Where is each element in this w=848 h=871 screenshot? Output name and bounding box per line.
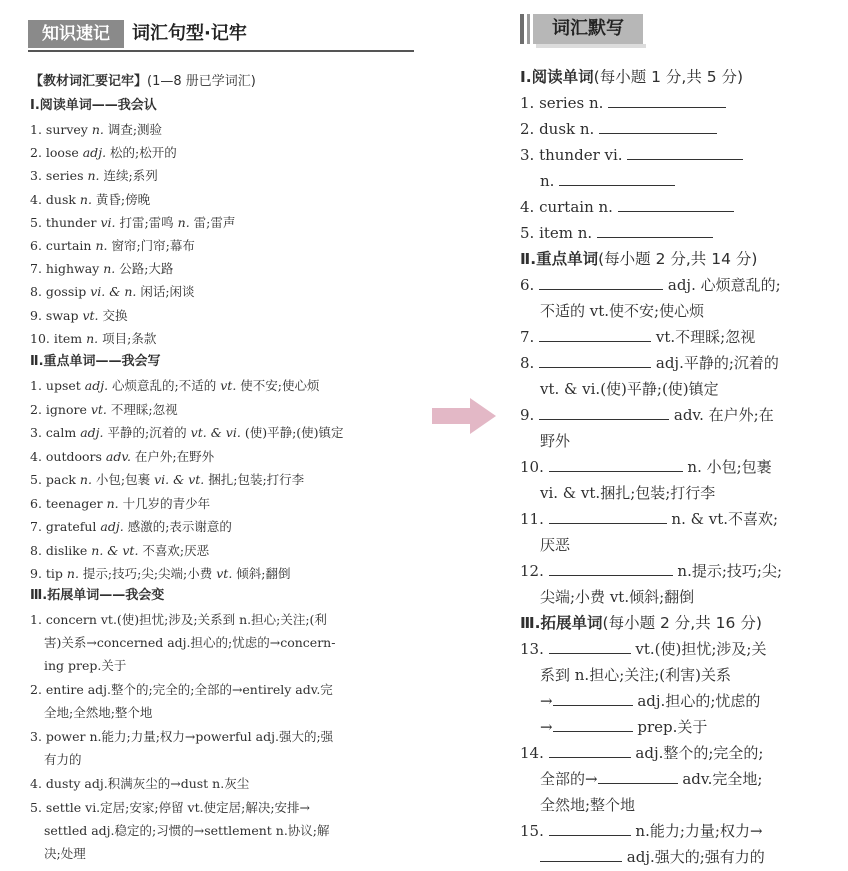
fill-item-cont: → prep.关于 [540, 718, 708, 736]
right-title: 词汇默写 [533, 14, 643, 44]
fill-item: 6. adj. 心烦意乱的; [520, 276, 781, 294]
answer-blank[interactable] [559, 171, 675, 186]
vocab-item: 9. swap vt. 交换 [30, 307, 128, 323]
left-sec3-line: 1. concern vt.(使)担忧;涉及;关系到 n.担心;关注;(利 [30, 612, 327, 627]
answer-blank[interactable] [549, 457, 683, 472]
left-sec3-line: 全地;全然地;整个地 [44, 705, 153, 720]
fill-item: 9. adv. 在户外;在 [520, 406, 774, 424]
fill-item-cont: 厌恶 [540, 536, 571, 554]
header-bar-icon [527, 14, 530, 44]
left-sec3-line: 3. power n.能力;力量;权力→powerful adj.强大的;强 [30, 729, 334, 744]
title-rule [28, 50, 414, 52]
fill-item: 11. n. & vt.不喜欢; [520, 510, 779, 528]
vocab-item: 3. calm adj. 平静的;沉着的 vt. & vi. (使)平静;(使)镇定 [30, 425, 344, 440]
answer-blank[interactable] [539, 327, 651, 342]
vocab-item: 6. teenager n. 十几岁的青少年 [30, 495, 211, 511]
answer-blank[interactable] [627, 145, 743, 160]
fill-item: n. [540, 170, 675, 192]
vocab-item: 1. upset adj. 心烦意乱的;不适的 vt. 使不安;使心烦 [30, 378, 320, 393]
fill-item-cont: 系到 n.担心;关注;(利害)关系 [540, 666, 732, 684]
arrow-head-icon [470, 398, 496, 434]
vocab-item: 5. thunder vi. 打雷;雷鸣 n. 雷;雷声 [30, 214, 236, 230]
left-sec3-line: 决;处理 [44, 846, 86, 861]
fill-item-cont: vi. & vt.捆扎;包装;打行李 [540, 484, 716, 502]
vocab-item: 9. tip n. 提示;技巧;尖;尖端;小费 vt. 倾斜;翻倒 [30, 566, 291, 581]
answer-blank[interactable] [597, 223, 713, 238]
answer-blank[interactable] [553, 691, 633, 706]
fill-item-cont: → adj.担心的;忧虑的 [540, 692, 761, 710]
left-sec3-heading: Ⅲ.拓展单词——我会变 [30, 588, 165, 603]
fill-item-cont: adj.强大的;强有力的 [540, 846, 765, 868]
answer-blank[interactable] [598, 769, 678, 784]
section-tag: 知识速记 [28, 20, 124, 48]
fill-item-cont: 全部的→ adv.完全地; [540, 770, 763, 788]
left-sec3-line: settled adj.稳定的;习惯的→settlement n.协议;解 [44, 823, 330, 838]
fill-item: 14. adj.整个的;完全的; [520, 744, 764, 762]
fill-item-cont: vt. & vi.(使)平静;(使)镇定 [540, 380, 719, 398]
left-sec3-line: 2. entire adj.整个的;完全的;全部的→entirely adv.完 [30, 682, 333, 697]
fill-item: 13. vt.(使)担忧;涉及;关 [520, 640, 767, 658]
vocab-item: 8. dislike n. & vt. 不喜欢;厌恶 [30, 542, 210, 558]
arrow-right-icon [432, 408, 470, 424]
fill-item: 8. adj.平静的;沉着的 [520, 354, 779, 372]
vocab-item: 2. ignore vt. 不理睬;忽视 [30, 401, 178, 417]
fill-item-cont: 全然地;整个地 [540, 796, 636, 814]
vocab-item: 4. dusk n. 黄昏;傍晚 [30, 191, 151, 207]
right-sec3-heading: Ⅲ.拓展单词(每小题 2 分,共 16 分) [520, 614, 762, 632]
answer-blank[interactable] [599, 119, 717, 134]
answer-blank[interactable] [539, 405, 669, 420]
answer-blank[interactable] [549, 639, 631, 654]
vocab-item: 3. series n. 连续;系列 [30, 168, 158, 184]
fill-item: 2. dusk n. [520, 118, 717, 140]
answer-blank[interactable] [549, 561, 673, 576]
left-sec2-heading: Ⅱ.重点单词——我会写 [30, 354, 161, 369]
section-title: 词汇句型·记牢 [132, 23, 247, 44]
fill-item: 10. n. 小包;包裹 [520, 458, 772, 476]
intro-line: 【教材词汇要记牢】(1—8 册已学词汇) [30, 74, 256, 89]
fill-item-cont: 尖端;小费 vt.倾斜;翻倒 [540, 588, 695, 606]
answer-blank[interactable] [539, 275, 663, 290]
answer-blank[interactable] [608, 93, 726, 108]
left-sec3-line: 4. dusty adj.积满灰尘的→dust n.灰尘 [30, 776, 250, 791]
vocab-item: 4. outdoors adv. 在户外;在野外 [30, 448, 215, 464]
fill-item: 1. series n. [520, 92, 726, 114]
answer-blank[interactable] [553, 717, 633, 732]
answer-blank[interactable] [549, 743, 631, 758]
fill-item: 5. item n. [520, 222, 713, 244]
answer-blank[interactable] [618, 197, 734, 212]
answer-blank[interactable] [549, 821, 631, 836]
vocab-item: 2. loose adj. 松的;松开的 [30, 145, 177, 161]
left-sec3-line: ing prep.关于 [44, 658, 127, 673]
fill-item: 12. n.提示;技巧;尖; [520, 562, 782, 580]
fill-item-cont: 野外 [540, 432, 571, 450]
answer-blank[interactable] [540, 847, 622, 862]
vocab-item: 10. item n. 项目;条款 [30, 330, 157, 346]
vocab-item: 7. highway n. 公路;大路 [30, 261, 174, 277]
fill-item: 15. n.能力;力量;权力→ [520, 822, 763, 840]
vocab-item: 7. grateful adj. 感激的;表示谢意的 [30, 519, 232, 534]
vocab-item: 5. pack n. 小包;包裹 vi. & vt. 捆扎;包装;打行李 [30, 472, 305, 487]
vocab-item: 1. survey n. 调查;测验 [30, 122, 163, 137]
header-bar-icon [520, 14, 524, 44]
fill-item: 4. curtain n. [520, 196, 734, 218]
vocab-item: 6. curtain n. 窗帘;门帘;幕布 [30, 238, 195, 253]
right-sec1-heading: Ⅰ.阅读单词(每小题 1 分,共 5 分) [520, 68, 744, 86]
answer-blank[interactable] [549, 509, 667, 524]
left-sec3-line: 有力的 [44, 752, 82, 767]
answer-blank[interactable] [539, 353, 651, 368]
left-sec1-heading: Ⅰ.阅读单词——我会认 [30, 98, 157, 113]
header-shadow [536, 44, 646, 48]
left-sec3-line: 5. settle vi.定居;安家;停留 vt.使定居;解决;安排→ [30, 800, 311, 815]
fill-item-cont: 不适的 vt.使不安;使心烦 [540, 302, 705, 320]
right-sec2-heading: Ⅱ.重点单词(每小题 2 分,共 14 分) [520, 250, 758, 268]
fill-item: 3. thunder vi. [520, 144, 743, 166]
vocab-item: 8. gossip vi. & n. 闲话;闲谈 [30, 284, 195, 300]
left-sec3-line: 害)关系→concerned adj.担心的;忧虑的→concern- [44, 635, 336, 650]
fill-item: 7. vt.不理睬;忽视 [520, 328, 756, 346]
